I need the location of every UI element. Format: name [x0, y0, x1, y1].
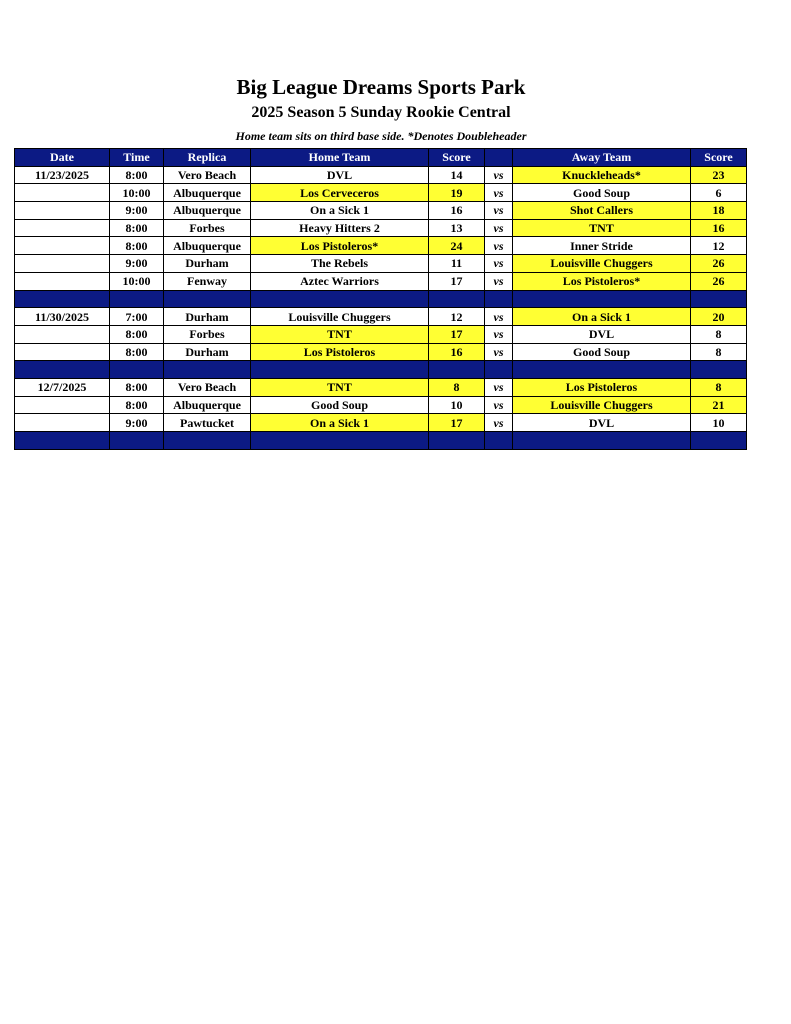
col-header-time: Time: [110, 149, 164, 167]
away-team: Louisville Chuggers: [513, 396, 691, 414]
game-date: 12/7/2025: [15, 378, 110, 396]
game-date: [15, 255, 110, 273]
week-separator-row: [15, 290, 747, 308]
separator-cell: [15, 361, 110, 379]
home-score: 17: [429, 414, 485, 432]
game-time: 8:00: [110, 325, 164, 343]
col-header-home-score: Score: [429, 149, 485, 167]
home-team: Los Pistoleros*: [251, 237, 429, 255]
away-score: 6: [691, 184, 747, 202]
vs-label: vs: [485, 272, 513, 290]
separator-cell: [110, 361, 164, 379]
separator-cell: [691, 290, 747, 308]
table-row: [15, 343, 747, 361]
away-team: Los Pistoleros: [513, 378, 691, 396]
away-score: 23: [691, 166, 747, 184]
game-replica: Albuquerque: [164, 237, 251, 255]
game-date: [15, 343, 110, 361]
game-date: 11/23/2025: [15, 166, 110, 184]
vs-label: vs: [485, 396, 513, 414]
away-score: 12: [691, 237, 747, 255]
game-date: [15, 325, 110, 343]
col-header-date: Date: [15, 149, 110, 167]
table-row: [15, 308, 747, 326]
table-row: [15, 255, 747, 273]
away-score: 21: [691, 396, 747, 414]
game-replica: Albuquerque: [164, 184, 251, 202]
game-replica: Durham: [164, 308, 251, 326]
game-time: 7:00: [110, 308, 164, 326]
game-time: 9:00: [110, 255, 164, 273]
table-row: [15, 166, 747, 184]
game-date: [15, 414, 110, 432]
game-time: 10:00: [110, 184, 164, 202]
table-row: [15, 378, 747, 396]
home-score: 8: [429, 378, 485, 396]
home-score: 14: [429, 166, 485, 184]
away-score: 16: [691, 219, 747, 237]
game-replica: Albuquerque: [164, 396, 251, 414]
table-row: [15, 202, 747, 220]
away-team: Inner Stride: [513, 237, 691, 255]
col-header-replica: Replica: [164, 149, 251, 167]
game-date: [15, 396, 110, 414]
home-score: 10: [429, 396, 485, 414]
home-team: Los Cerveceros: [251, 184, 429, 202]
separator-cell: [429, 290, 485, 308]
away-score: 8: [691, 325, 747, 343]
table-row: [15, 237, 747, 255]
table-row: [15, 184, 747, 202]
vs-label: vs: [485, 255, 513, 273]
separator-cell: [429, 432, 485, 450]
schedule-table: [14, 148, 747, 450]
separator-cell: [485, 432, 513, 450]
away-team: Knuckleheads*: [513, 166, 691, 184]
away-score: 8: [691, 378, 747, 396]
game-date: [15, 219, 110, 237]
away-team: On a Sick 1: [513, 308, 691, 326]
table-header-row: [15, 149, 747, 167]
home-score: 12: [429, 308, 485, 326]
vs-label: vs: [485, 202, 513, 220]
game-replica: Albuquerque: [164, 202, 251, 220]
home-team: Aztec Warriors: [251, 272, 429, 290]
schedule-body: [15, 166, 747, 449]
separator-cell: [485, 290, 513, 308]
vs-label: vs: [485, 378, 513, 396]
game-replica: Fenway: [164, 272, 251, 290]
separator-cell: [164, 432, 251, 450]
vs-label: vs: [485, 414, 513, 432]
home-score: 13: [429, 219, 485, 237]
separator-cell: [513, 361, 691, 379]
separator-cell: [513, 432, 691, 450]
separator-cell: [485, 361, 513, 379]
game-date: [15, 272, 110, 290]
away-team: Los Pistoleros*: [513, 272, 691, 290]
page-subtitle: 2025 Season 5 Sunday Rookie Central: [251, 104, 511, 121]
vs-label: vs: [485, 219, 513, 237]
game-replica: Forbes: [164, 219, 251, 237]
table-row: [15, 396, 747, 414]
separator-cell: [15, 432, 110, 450]
home-team: Louisville Chuggers: [251, 308, 429, 326]
home-team: TNT: [251, 325, 429, 343]
away-team: DVL: [513, 414, 691, 432]
away-team: DVL: [513, 325, 691, 343]
home-score: 16: [429, 343, 485, 361]
game-replica: Vero Beach: [164, 166, 251, 184]
game-time: 10:00: [110, 272, 164, 290]
separator-cell: [110, 290, 164, 308]
home-team: Los Pistoleros: [251, 343, 429, 361]
col-header-home-team: Home Team: [251, 149, 429, 167]
game-replica: Pawtucket: [164, 414, 251, 432]
home-score: 16: [429, 202, 485, 220]
table-row: [15, 219, 747, 237]
away-score: 10: [691, 414, 747, 432]
game-replica: Durham: [164, 255, 251, 273]
home-team: DVL: [251, 166, 429, 184]
home-score: 11: [429, 255, 485, 273]
game-date: [15, 202, 110, 220]
home-team: On a Sick 1: [251, 202, 429, 220]
game-time: 9:00: [110, 414, 164, 432]
game-replica: Durham: [164, 343, 251, 361]
away-score: 26: [691, 272, 747, 290]
separator-cell: [251, 432, 429, 450]
page-title: Big League Dreams Sports Park: [236, 75, 526, 99]
vs-label: vs: [485, 166, 513, 184]
away-team: Louisville Chuggers: [513, 255, 691, 273]
game-time: 9:00: [110, 202, 164, 220]
away-team: Shot Callers: [513, 202, 691, 220]
separator-cell: [251, 361, 429, 379]
home-score: 17: [429, 325, 485, 343]
game-date: 11/30/2025: [15, 308, 110, 326]
home-team: The Rebels: [251, 255, 429, 273]
home-score: 24: [429, 237, 485, 255]
game-time: 8:00: [110, 166, 164, 184]
home-team: Good Soup: [251, 396, 429, 414]
game-replica: Vero Beach: [164, 378, 251, 396]
separator-cell: [110, 432, 164, 450]
separator-cell: [513, 290, 691, 308]
vs-label: vs: [485, 237, 513, 255]
away-team: Good Soup: [513, 184, 691, 202]
week-separator-row: [15, 361, 747, 379]
home-score: 19: [429, 184, 485, 202]
table-row: [15, 414, 747, 432]
away-score: 18: [691, 202, 747, 220]
separator-cell: [429, 361, 485, 379]
vs-label: vs: [485, 308, 513, 326]
col-header-away-score: Score: [691, 149, 747, 167]
table-row: [15, 325, 747, 343]
vs-label: vs: [485, 184, 513, 202]
away-score: 8: [691, 343, 747, 361]
game-date: [15, 184, 110, 202]
away-score: 26: [691, 255, 747, 273]
vs-label: vs: [485, 325, 513, 343]
away-score: 20: [691, 308, 747, 326]
separator-cell: [251, 290, 429, 308]
schedule-note: Home team sits on third base side. *Denotes Doubleheader: [235, 129, 527, 143]
game-time: 8:00: [110, 219, 164, 237]
home-team: On a Sick 1: [251, 414, 429, 432]
game-time: 8:00: [110, 396, 164, 414]
home-team: Heavy Hitters 2: [251, 219, 429, 237]
game-time: 8:00: [110, 237, 164, 255]
away-team: TNT: [513, 219, 691, 237]
col-header-away-team: Away Team: [513, 149, 691, 167]
away-team: Good Soup: [513, 343, 691, 361]
game-date: [15, 237, 110, 255]
col-header-vs: [485, 149, 513, 167]
separator-cell: [164, 290, 251, 308]
game-time: 8:00: [110, 343, 164, 361]
game-time: 8:00: [110, 378, 164, 396]
home-score: 17: [429, 272, 485, 290]
vs-label: vs: [485, 343, 513, 361]
separator-cell: [164, 361, 251, 379]
separator-cell: [15, 290, 110, 308]
week-separator-row: [15, 432, 747, 450]
game-replica: Forbes: [164, 325, 251, 343]
home-team: TNT: [251, 378, 429, 396]
table-row: [15, 272, 747, 290]
separator-cell: [691, 432, 747, 450]
separator-cell: [691, 361, 747, 379]
